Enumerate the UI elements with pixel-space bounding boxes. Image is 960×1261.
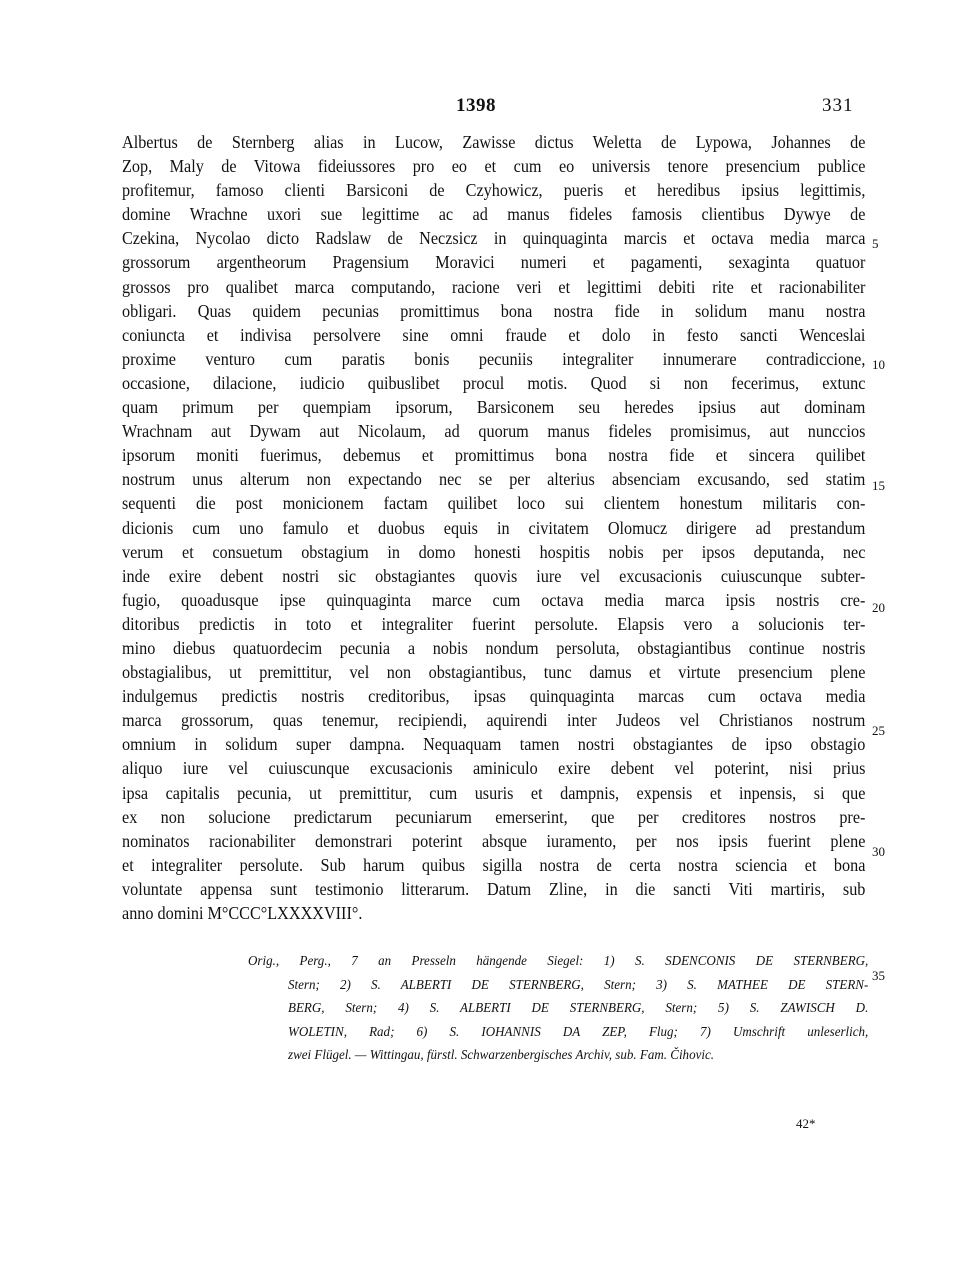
line-number: 5: [872, 236, 879, 251]
text-line: Albertus de Sternberg alias in Lucow, Zawisse dictus Weletta de Lypowa, Johannes de: [122, 132, 866, 152]
text-line: coniuncta et indivisa persolvere sine omni fraude et dolo in festo sancti Wenceslai: [122, 324, 866, 345]
text-line: voluntate appensa sunt testimonio litterarum. Datum Zline, in die sancti Viti martiris, sub: [122, 878, 866, 899]
text-line: domine Wrachne uxori sue legittime ac ad manus fideles famosis clientibus Dywye de: [122, 204, 866, 225]
text-line: verum et consuetum obstagium in domo honesti hospitis nobis per ipsos deputanda, nec: [122, 541, 866, 562]
text-line: dicionis cum uno famulo et duobus equis in civitatem Olomucz dirigere ad prestandum: [122, 517, 866, 538]
text-line: grossorum argentheorum Pragensium Moravici numeri et pagamenti, sexaginta quatuor: [122, 252, 866, 273]
line-number: 20: [872, 600, 885, 615]
note-line: Stern; 2) S. ALBERTI DE STERNBERG, Stern; 3) S. MATHEE DE STERN-: [288, 977, 869, 993]
text-line: ipsorum moniti fuerimus, debemus et promittimus bona nostra fide et sincera quilibet: [122, 445, 866, 466]
text-line: aliquo iure vel cuiuscunque excusacionis aminiculo exire debent vel poterint, nisi prius: [122, 758, 866, 779]
text-line: et integraliter persolute. Sub harum quibus sigilla nostra de certa nostra sciencia et bona: [122, 854, 866, 875]
text-line: quam primum per quempiam ipsorum, Barsiconem seu heredes ipsius aut dominam: [122, 397, 866, 418]
note-line: zwei Flügel. — Wittingau, fürstl. Schwarzenbergisches Archiv, sub. Fam. Čihovic.: [288, 1048, 715, 1063]
line-number: 10: [872, 357, 885, 372]
signature-mark: 42*: [796, 1116, 816, 1131]
text-line: nominatos racionabiliter demonstrari poterint absque iuramento, per nos ipsis fuerint plene: [122, 830, 866, 851]
text-line: obstagialibus, ut premittitur, vel non obstagiantibus, tunc damus et virtute presencium plene: [122, 662, 866, 683]
text-line: ditoribus predictis in toto et integraliter fuerint persolute. Elapsis vero a solucionis ter-: [122, 613, 866, 634]
text-line: inde exire debent nostri sic obstagiantes quovis iure vel excusacionis cuiuscunque subter-: [122, 565, 866, 586]
note-line: Orig., Perg., 7 an Presseln hängende Siegel: 1) S. SDENCONIS DE STERNBERG,: [248, 954, 869, 969]
line-number: 35: [872, 968, 885, 983]
text-line: Wrachnam aut Dywam aut Nicolaum, ad quorum manus fideles promisimus, aut nunccios: [122, 421, 866, 442]
text-line: indulgemus predictis nostris creditoribus, ipsas quinquaginta marcas cum octava media: [122, 686, 866, 707]
note-line: BERG, Stern; 4) S. ALBERTI DE STERNBERG, Stern; 5) S. ZAWISCH D.: [288, 1001, 869, 1016]
header-page-number: 331: [822, 95, 854, 116]
text-line: Zop, Maly de Vitowa fideiussores pro eo et cum eo universis tenore presencium publice: [122, 156, 866, 177]
text-line: grossos pro qualibet marca computando, racione veri et legittimi debiti rite et racionabiliter: [122, 276, 866, 297]
text-line: fugio, quoadusque ipse quinquaginta marce cum octava media marca ipsis nostris cre-: [122, 589, 866, 610]
text-line: profitemur, famoso clienti Barsiconi de Czyhowicz, pueris et heredibus ipsius legittimis,: [122, 180, 866, 201]
text-line: omnium in solidum super dampna. Nequaquam tamen nostri obstagiantes de ipso obstagio: [122, 734, 866, 755]
text-line: occasione, dilacione, iudicio quibuslibet procul motis. Quod si non fecerimus, extunc: [122, 372, 866, 393]
text-line: sequenti die post monicionem factam quilibet loco sui clientem honestum militaris con-: [122, 493, 866, 514]
text-line: marca grossorum, quas tenemur, recipiendi, aquirendi inter Judeos vel Christianos nostrum: [122, 710, 866, 731]
text-line: nostrum unus alterum non expectando nec se per alterius absenciam excusando, sed statim: [122, 469, 866, 490]
line-number: 15: [872, 478, 885, 493]
text-line: anno domini M°CCC°LXXXXVIII°.: [122, 903, 363, 923]
text-line: proxime venturo cum paratis bonis pecuniis integraliter innumerare contradiccione,: [122, 348, 866, 369]
note-line: WOLETIN, Rad; 6) S. IOHANNIS DA ZEP, Flug; 7) Umschrift unleserlich,: [288, 1024, 869, 1040]
line-number: 30: [872, 844, 885, 859]
charter-text: [122, 130, 866, 925]
text-line: mino diebus quatuordecim pecunia a nobis nondum persoluta, obstagiantibus continue nostris: [122, 637, 866, 658]
text-line: ex non solucione predictarum pecuniarum emerserint, que per creditores nostros pre-: [122, 806, 866, 827]
archival-note: [248, 950, 868, 1068]
header-year: 1398: [456, 95, 496, 116]
text-line: Czekina, Nycolao dicto Radslaw de Neczsicz in quinquaginta marcis et octava media marca: [122, 228, 866, 249]
line-number: 25: [872, 723, 885, 738]
text-line: ipsa capitalis pecunia, ut premittitur, cum usuris et dampnis, expensis et inpensis, si que: [122, 782, 866, 803]
text-line: obligari. Quas quidem pecunias promittimus bona nostra fide in solidum manu nostra: [122, 300, 866, 321]
